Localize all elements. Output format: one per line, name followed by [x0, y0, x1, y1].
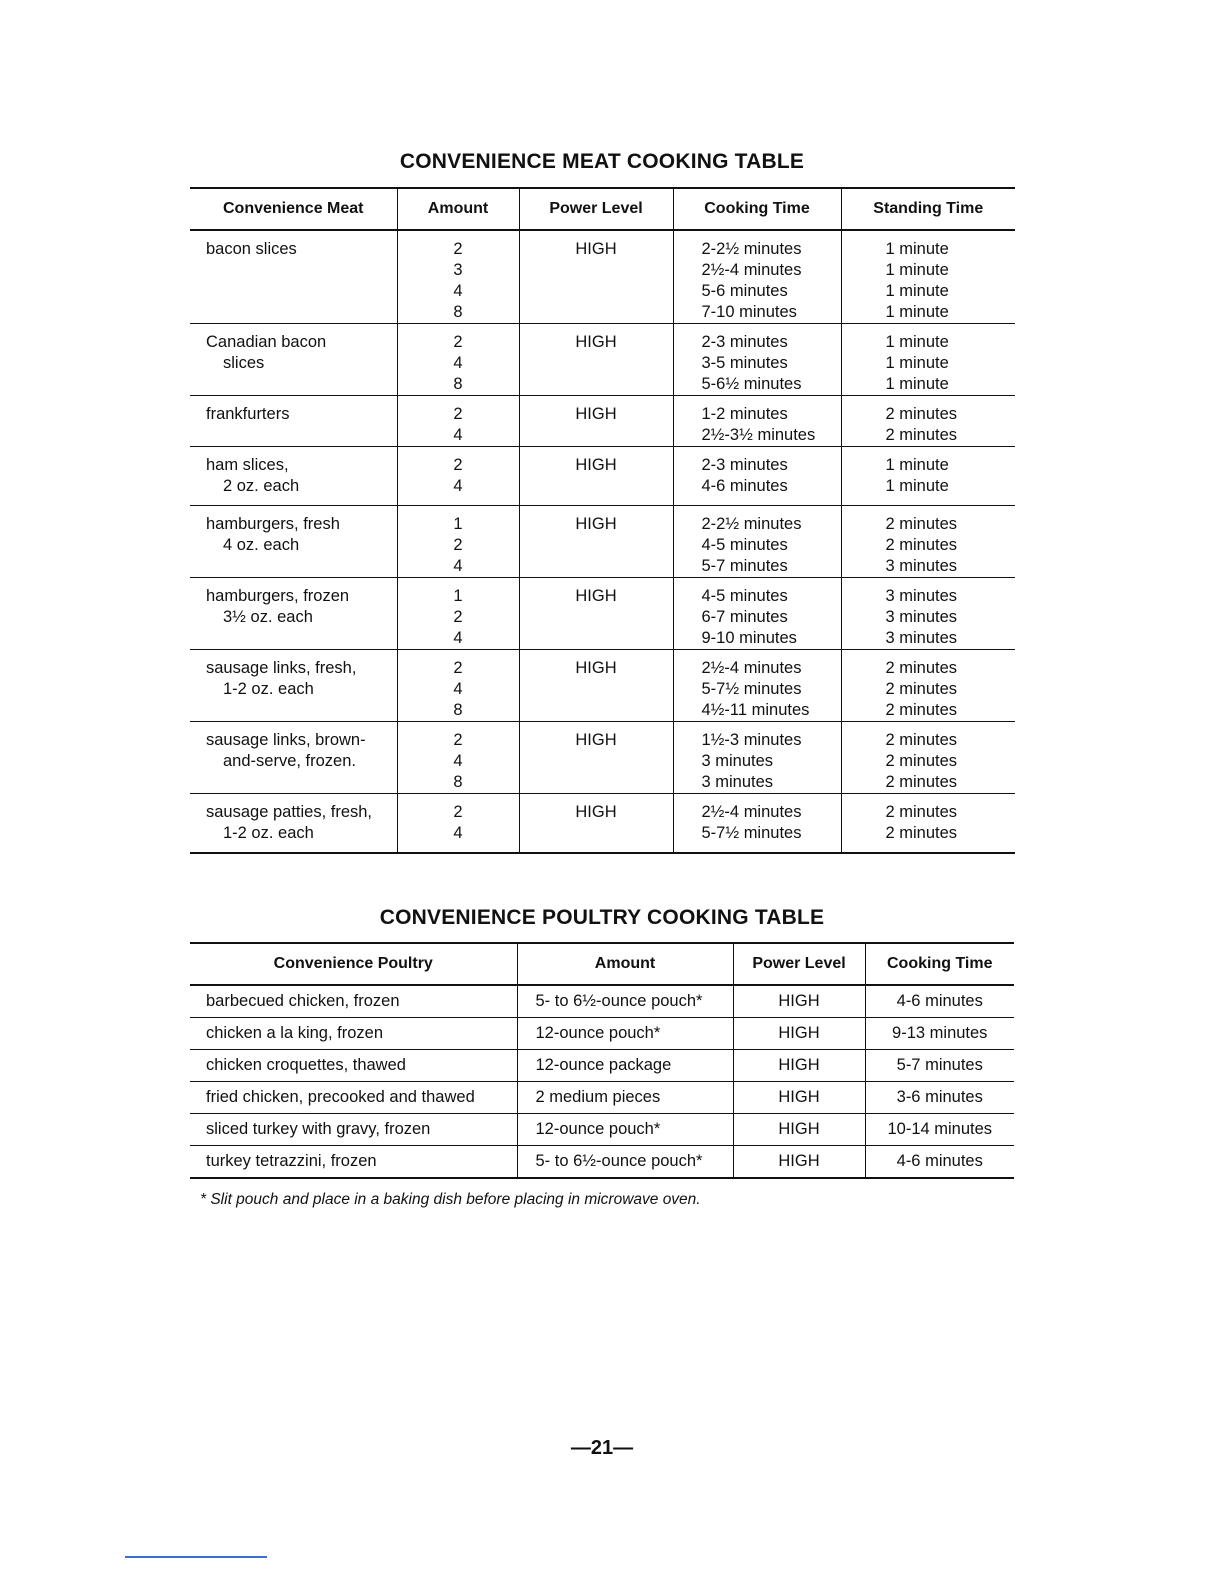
cooking-time-cell [673, 650, 841, 722]
standing-time-cell [841, 506, 1015, 578]
cooking-time-value: 2-3 minutes [701, 456, 788, 474]
cooking-time-value: 7-10 minutes [701, 303, 797, 321]
power-level-value: HIGH [575, 240, 617, 258]
bottom-rule [125, 1556, 267, 1558]
meat-name-line: hamburgers, fresh [206, 515, 340, 533]
table-row [190, 230, 1015, 324]
meat-name-line: hamburgers, frozen [206, 587, 350, 605]
meat-name-line: 4 oz. each [223, 536, 300, 554]
standing-time-value: 2 minutes [885, 824, 958, 842]
meat-name-cell [190, 396, 397, 447]
power-level-cell [519, 447, 673, 506]
amount-cell [397, 230, 519, 324]
amount-value: 2 [453, 536, 463, 554]
poultry-power-level-cell: HIGH [733, 985, 865, 1018]
standing-time-value: 1 minute [885, 282, 949, 300]
standing-time-value: 3 minutes [885, 608, 958, 626]
standing-time-value: 2 minutes [885, 701, 958, 719]
cooking-time-value: 4-6 minutes [701, 477, 788, 495]
meat-name-line: and-serve, frozen. [223, 752, 356, 770]
standing-time-value: 2 minutes [885, 515, 958, 533]
standing-time-value: 1 minute [885, 333, 949, 351]
standing-time-value: 2 minutes [885, 426, 958, 444]
meat-name-cell [190, 650, 397, 722]
poultry-table-header-row [190, 943, 1014, 985]
amount-value: 8 [453, 773, 463, 791]
poultry-cooking-time-cell: 4-6 minutes [865, 1146, 1014, 1179]
standing-time-value: 2 minutes [885, 752, 958, 770]
cooking-time-value: 9-10 minutes [701, 629, 797, 647]
standing-time-value: 2 minutes [885, 803, 958, 821]
standing-time-cell [841, 722, 1015, 794]
meat-name-line: ham slices, [206, 456, 289, 474]
standing-time-value: 2 minutes [885, 536, 958, 554]
cooking-time-cell [673, 506, 841, 578]
amount-value: 2 [453, 240, 463, 258]
header-poultry-amount: Amount [517, 943, 733, 985]
standing-time-value: 3 minutes [885, 587, 958, 605]
poultry-amount-cell: 2 medium pieces [517, 1082, 733, 1114]
amount-value: 2 [453, 333, 463, 351]
standing-time-value: 3 minutes [885, 629, 958, 647]
cooking-time-value: 4½-11 minutes [701, 701, 810, 719]
standing-time-cell [841, 578, 1015, 650]
power-level-value: HIGH [575, 587, 617, 605]
meat-name-line: Canadian bacon [206, 333, 327, 351]
amount-value: 4 [453, 282, 463, 300]
amount-cell [397, 324, 519, 396]
power-level-value: HIGH [575, 456, 617, 474]
amount-value: 4 [453, 354, 463, 372]
table-row [190, 1146, 1014, 1179]
table-row [190, 985, 1014, 1018]
poultry-cooking-time-cell: 10-14 minutes [865, 1114, 1014, 1146]
page-number: —21— [570, 1437, 634, 1459]
table-row [190, 1050, 1014, 1082]
meat-name-line: sausage patties, fresh, [206, 803, 373, 821]
poultry-name-cell: fried chicken, precooked and thawed [190, 1082, 517, 1114]
amount-value: 2 [453, 803, 463, 821]
amount-value: 8 [453, 701, 463, 719]
cooking-time-value: 4-5 minutes [701, 587, 788, 605]
cooking-time-value: 3-5 minutes [701, 354, 788, 372]
cooking-time-value: 2½-3½ minutes [701, 426, 816, 444]
meat-name-line: 1-2 oz. each [223, 680, 314, 698]
standing-time-value: 1 minute [885, 354, 949, 372]
poultry-power-level-cell: HIGH [733, 1018, 865, 1050]
meat-name-cell [190, 506, 397, 578]
amount-value: 4 [453, 629, 463, 647]
power-level-cell [519, 506, 673, 578]
header-cooking-time: Cooking Time [673, 188, 841, 230]
amount-cell [397, 506, 519, 578]
amount-value: 2 [453, 731, 463, 749]
header-standing-time: Standing Time [841, 188, 1015, 230]
amount-value: 8 [453, 375, 463, 393]
poultry-name-cell: chicken a la king, frozen [190, 1018, 517, 1050]
cooking-time-value: 3 minutes [701, 752, 774, 770]
table-row [190, 794, 1015, 854]
cooking-time-value: 4-5 minutes [701, 536, 788, 554]
standing-time-value: 2 minutes [885, 659, 958, 677]
meat-name-line: frankfurters [206, 405, 290, 423]
table-row [190, 578, 1015, 650]
standing-time-value: 1 minute [885, 477, 949, 495]
poultry-amount-cell: 5- to 6½-ounce pouch* [517, 1146, 733, 1179]
standing-time-value: 1 minute [885, 240, 949, 258]
table-row [190, 1082, 1014, 1114]
standing-time-value: 1 minute [885, 261, 949, 279]
cooking-time-value: 1½-3 minutes [701, 731, 802, 749]
amount-cell [397, 578, 519, 650]
cooking-time-cell [673, 396, 841, 447]
cooking-time-value: 2½-4 minutes [701, 261, 802, 279]
amount-cell [397, 794, 519, 854]
amount-value: 4 [453, 752, 463, 770]
cooking-time-value: 5-6½ minutes [701, 375, 802, 393]
cooking-time-value: 3 minutes [701, 773, 774, 791]
meat-name-line: sausage links, fresh, [206, 659, 357, 677]
amount-cell [397, 396, 519, 447]
meat-name-line: 3½ oz. each [223, 608, 313, 626]
poultry-amount-cell: 12-ounce pouch* [517, 1018, 733, 1050]
poultry-cooking-table [190, 942, 1014, 1179]
meat-table-title: CONVENIENCE MEAT COOKING TABLE [399, 150, 805, 173]
cooking-time-value: 5-7½ minutes [701, 680, 802, 698]
header-amount: Amount [397, 188, 519, 230]
standing-time-value: 1 minute [885, 303, 949, 321]
header-power-level: Power Level [519, 188, 673, 230]
amount-value: 3 [453, 261, 463, 279]
footnote: * Slit pouch and place in a baking dish before placing in microwave oven. [200, 1191, 701, 1208]
poultry-amount-cell: 5- to 6½-ounce pouch* [517, 985, 733, 1018]
table-row [190, 1018, 1014, 1050]
amount-value: 4 [453, 477, 463, 495]
poultry-power-level-cell: HIGH [733, 1114, 865, 1146]
poultry-amount-cell: 12-ounce package [517, 1050, 733, 1082]
power-level-value: HIGH [575, 405, 617, 423]
cooking-time-value: 2½-4 minutes [701, 659, 802, 677]
standing-time-value: 2 minutes [885, 731, 958, 749]
standing-time-value: 3 minutes [885, 557, 958, 575]
amount-value: 4 [453, 557, 463, 575]
cooking-time-value: 2-2½ minutes [701, 515, 802, 533]
power-level-value: HIGH [575, 333, 617, 351]
meat-name-line: sausage links, brown- [206, 731, 366, 749]
amount-cell [397, 722, 519, 794]
meat-name-cell [190, 447, 397, 506]
header-convenience-meat: Convenience Meat [190, 188, 397, 230]
meat-name-cell [190, 578, 397, 650]
power-level-value: HIGH [575, 803, 617, 821]
power-level-cell [519, 722, 673, 794]
meat-name-line: 1-2 oz. each [223, 824, 314, 842]
power-level-cell [519, 324, 673, 396]
amount-value: 2 [453, 608, 463, 626]
standing-time-cell [841, 230, 1015, 324]
cooking-time-cell [673, 578, 841, 650]
table-row [190, 722, 1015, 794]
cooking-time-cell [673, 722, 841, 794]
poultry-table-title: CONVENIENCE POULTRY COOKING TABLE [379, 906, 825, 929]
amount-value: 2 [453, 456, 463, 474]
power-level-cell [519, 578, 673, 650]
poultry-name-cell: turkey tetrazzini, frozen [190, 1146, 517, 1179]
meat-name-cell [190, 722, 397, 794]
power-level-cell [519, 396, 673, 447]
header-convenience-poultry: Convenience Poultry [190, 943, 517, 985]
amount-value: 8 [453, 303, 463, 321]
meat-name-line: bacon slices [206, 240, 297, 258]
meat-cooking-table [190, 187, 1015, 854]
table-row [190, 506, 1015, 578]
standing-time-cell [841, 650, 1015, 722]
amount-value: 4 [453, 426, 463, 444]
cooking-time-cell [673, 230, 841, 324]
meat-name-cell [190, 794, 397, 854]
standing-time-value: 2 minutes [885, 405, 958, 423]
standing-time-value: 2 minutes [885, 680, 958, 698]
standing-time-cell [841, 324, 1015, 396]
amount-cell [397, 650, 519, 722]
poultry-power-level-cell: HIGH [733, 1146, 865, 1179]
meat-name-line: slices [223, 354, 265, 372]
standing-time-value: 1 minute [885, 375, 949, 393]
standing-time-value: 1 minute [885, 456, 949, 474]
meat-table-header-row [190, 188, 1015, 230]
cooking-time-value: 5-6 minutes [701, 282, 788, 300]
poultry-power-level-cell: HIGH [733, 1050, 865, 1082]
amount-value: 4 [453, 680, 463, 698]
power-level-cell [519, 650, 673, 722]
cooking-time-value: 5-7 minutes [701, 557, 788, 575]
amount-value: 2 [453, 405, 463, 423]
cooking-time-value: 2½-4 minutes [701, 803, 802, 821]
cooking-time-value: 5-7½ minutes [701, 824, 802, 842]
power-level-value: HIGH [575, 515, 617, 533]
power-level-value: HIGH [575, 731, 617, 749]
standing-time-cell [841, 396, 1015, 447]
cooking-time-value: 2-3 minutes [701, 333, 788, 351]
meat-name-cell [190, 230, 397, 324]
poultry-cooking-time-cell: 9-13 minutes [865, 1018, 1014, 1050]
meat-name-line: 2 oz. each [223, 477, 300, 495]
amount-value: 1 [453, 587, 463, 605]
table-row [190, 396, 1015, 447]
meat-name-cell [190, 324, 397, 396]
power-level-cell [519, 230, 673, 324]
amount-value: 2 [453, 659, 463, 677]
table-row [190, 447, 1015, 506]
amount-value: 1 [453, 515, 463, 533]
table-row [190, 324, 1015, 396]
standing-time-value: 2 minutes [885, 773, 958, 791]
standing-time-cell [841, 794, 1015, 854]
cooking-time-value: 1-2 minutes [701, 405, 788, 423]
poultry-name-cell: sliced turkey with gravy, frozen [190, 1114, 517, 1146]
cooking-time-value: 6-7 minutes [701, 608, 788, 626]
poultry-cooking-time-cell: 5-7 minutes [865, 1050, 1014, 1082]
table-row [190, 1114, 1014, 1146]
poultry-amount-cell: 12-ounce pouch* [517, 1114, 733, 1146]
cooking-time-value: 2-2½ minutes [701, 240, 802, 258]
amount-cell [397, 447, 519, 506]
amount-value: 4 [453, 824, 463, 842]
header-poultry-power-level: Power Level [733, 943, 865, 985]
cooking-time-cell [673, 324, 841, 396]
poultry-cooking-time-cell: 4-6 minutes [865, 985, 1014, 1018]
standing-time-cell [841, 447, 1015, 506]
cooking-time-cell [673, 794, 841, 854]
poultry-power-level-cell: HIGH [733, 1082, 865, 1114]
table-row [190, 650, 1015, 722]
poultry-cooking-time-cell: 3-6 minutes [865, 1082, 1014, 1114]
cooking-time-cell [673, 447, 841, 506]
header-poultry-cooking-time: Cooking Time [865, 943, 1014, 985]
poultry-name-cell: barbecued chicken, frozen [190, 985, 517, 1018]
poultry-name-cell: chicken croquettes, thawed [190, 1050, 517, 1082]
power-level-value: HIGH [575, 659, 617, 677]
power-level-cell [519, 794, 673, 854]
